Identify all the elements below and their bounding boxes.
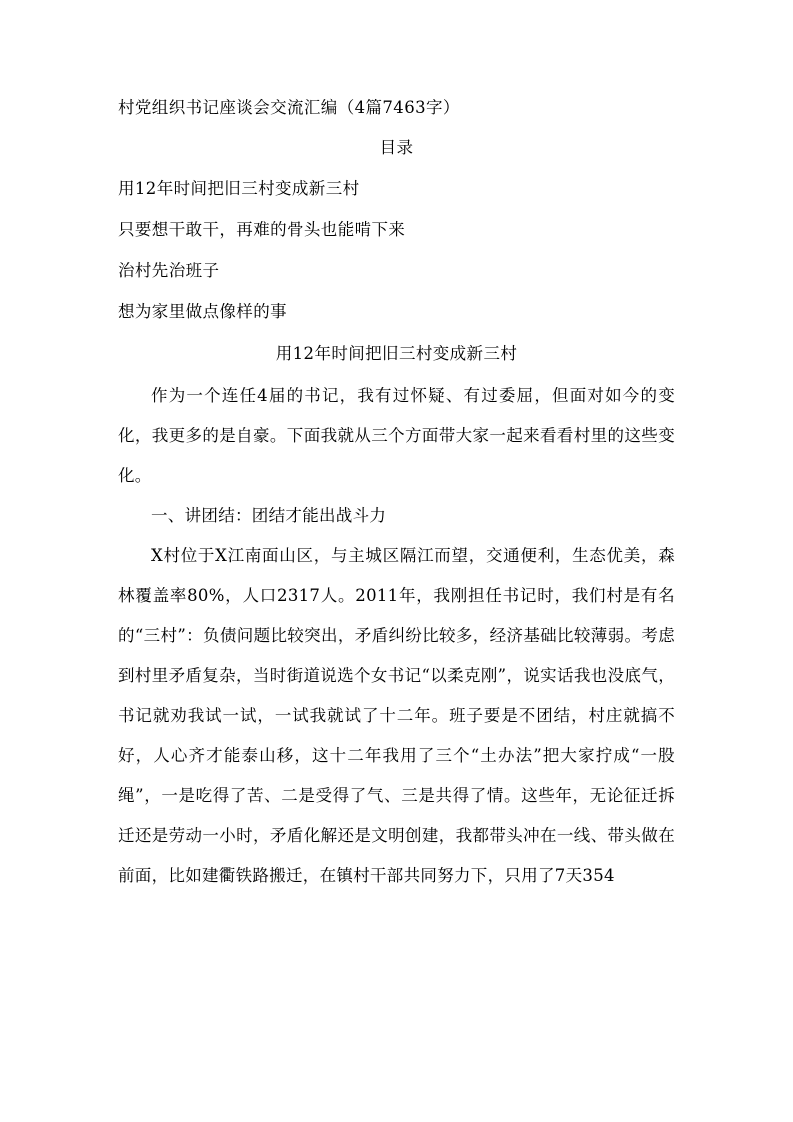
toc-heading: 目录 xyxy=(379,138,414,157)
body-paragraph-1: 作为一个连任4届的书记，我有过怀疑、有过委屈，但面对如今的变化，我更多的是自豪。下面我就从三个方面带大家一起来看看村里的这些变化。 xyxy=(118,386,675,485)
subsection-heading-1: 一、讲团结：团结才能出战斗力 xyxy=(151,506,387,525)
toc-item-3[interactable]: 治村先治班子 xyxy=(118,261,220,280)
toc-item-1[interactable]: 用12年时间把旧三村变成新三村 xyxy=(118,179,360,198)
body-paragraph-2: X村位于X江南面山区，与主城区隔江而望，交通便利，生态优美，森林覆盖率80%，人口2317人。2011年，我刚担任书记时，我们村是有名的“三村”：负债问题比较突出，矛盾纠纷比较多，经济基础比较薄弱。考虑到村里矛盾复杂，当时街道说选个女书记“以柔克刚”，说实话我也没底气，书记就劝我试一试，一试我就试了十二年。班子要是不团结，村庄就搞不好，人心齐才能泰山移，这十二年我用了三个“土办法”把大家拧成“一股绳”，一是吃得了苦、二是受得了气、三是共得了情。这些年，无论征迁拆迁还是劳动一小时，矛盾化解还是文明创建，我都带头冲在一线、带头做在前面，比如建衢铁路搬迁，在镇村干部共同努力下，只用了7天354 xyxy=(118,546,675,885)
toc-item-4[interactable]: 想为家里做点像样的事 xyxy=(118,302,287,321)
toc-item-2[interactable]: 只要想干敢干，再难的骨头也能啃下来 xyxy=(118,220,406,239)
section-title: 用12年时间把旧三村变成新三村 xyxy=(275,344,518,363)
document-title: 村党组织书记座谈会交流汇编（4篇7463字） xyxy=(118,98,460,117)
